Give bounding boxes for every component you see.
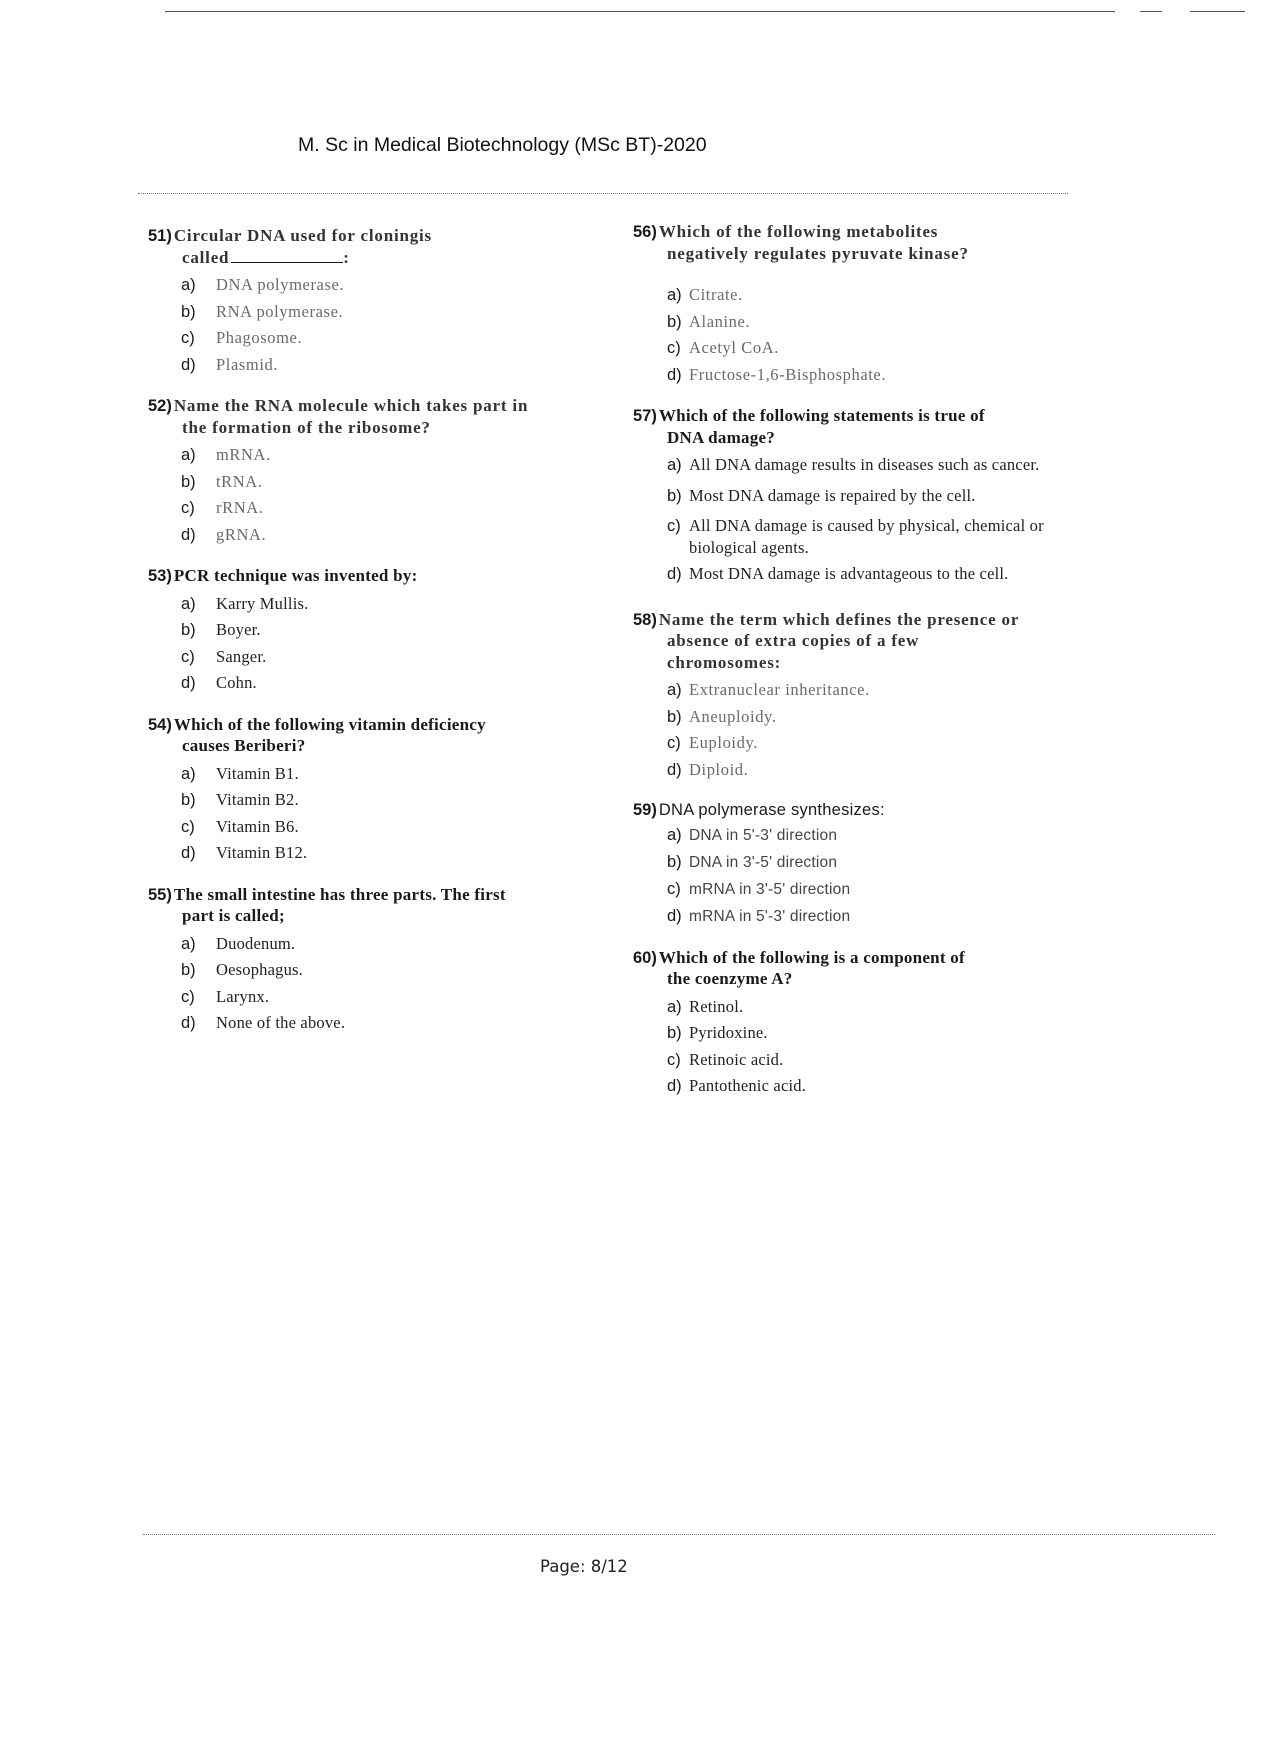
header-divider bbox=[138, 193, 1068, 194]
question-text-continued: called : bbox=[182, 247, 350, 267]
options-list bbox=[633, 282, 1103, 388]
question-number: 52) bbox=[148, 397, 172, 415]
option-b: b) Alanine. bbox=[667, 311, 751, 331]
question-number: 51) bbox=[148, 227, 172, 245]
options-list bbox=[633, 994, 1103, 1100]
top-scan-rule-segment bbox=[1140, 11, 1162, 12]
question-59 bbox=[633, 800, 1103, 930]
question-text-continued: the formation of the ribosome? bbox=[182, 417, 431, 437]
question-text-continued: negatively regulates pyruvate kinase? bbox=[667, 243, 969, 263]
question-55 bbox=[148, 884, 608, 1037]
question-text: Circular DNA used for cloningis bbox=[173, 226, 432, 245]
question-text: Which of the following metabolites bbox=[658, 222, 939, 241]
options-list bbox=[148, 931, 608, 1037]
right-column bbox=[633, 221, 1103, 1117]
option-b: b) Most DNA damage is repaired by the cell. bbox=[667, 485, 976, 505]
option-a: a) Duodenum. bbox=[181, 933, 296, 953]
question-text: Name the term which defines the presence or bbox=[658, 609, 1020, 629]
option-a: a) Citrate. bbox=[667, 285, 743, 304]
option-d: d) Most DNA damage is advantageous to the cell. bbox=[667, 564, 1009, 583]
option-c: c) Larynx. bbox=[181, 986, 270, 1006]
question-58 bbox=[633, 609, 1103, 784]
options-list bbox=[633, 452, 1103, 592]
option-c: c) rRNA. bbox=[181, 498, 264, 517]
option-b: b) RNA polymerase. bbox=[181, 301, 344, 321]
question-60 bbox=[633, 947, 1103, 1100]
option-d: d) Vitamin B12. bbox=[181, 843, 308, 862]
question-text: Which of the following statements is true of bbox=[658, 406, 985, 425]
option-a: a) Vitamin B1. bbox=[181, 763, 299, 783]
question-number: 54) bbox=[148, 715, 172, 734]
option-a: a) Extranuclear inheritance. bbox=[667, 680, 870, 699]
question-text-continued: the coenzyme A? bbox=[667, 969, 793, 988]
question-text-continued: part is called; bbox=[182, 906, 285, 925]
question-number: 59) bbox=[633, 801, 657, 819]
option-c: c) All DNA damage is caused by physical, chemical or biological agents. bbox=[667, 516, 1044, 557]
question-number: 57) bbox=[633, 407, 657, 425]
option-d: d) mRNA in 5'-3' direction bbox=[667, 906, 851, 925]
question-text: PCR technique was invented by: bbox=[173, 566, 418, 585]
question-number: 56) bbox=[633, 223, 657, 241]
option-b: b) Aneuploidy. bbox=[667, 706, 777, 726]
question-text: Which of the following is a component of bbox=[658, 947, 965, 967]
option-c: c) mRNA in 3'-5' direction bbox=[667, 879, 851, 898]
option-b: b) Vitamin B2. bbox=[181, 790, 299, 809]
option-d: d) Fructose-1,6-Bisphosphate. bbox=[667, 364, 887, 384]
left-column bbox=[148, 225, 608, 1054]
options-list bbox=[633, 677, 1103, 783]
option-b: b) Oesophagus. bbox=[181, 960, 303, 979]
option-a: a) DNA in 5'-3' direction bbox=[667, 825, 838, 844]
option-a: a) All DNA damage results in diseases such as cancer. bbox=[667, 455, 1040, 474]
question-text-continued: absence of extra copies of a few bbox=[667, 631, 920, 650]
option-a: a) DNA polymerase. bbox=[181, 275, 345, 294]
question-number: 60) bbox=[633, 948, 657, 967]
option-c: c) Retinoic acid. bbox=[667, 1049, 784, 1069]
question-text: DNA polymerase synthesizes: bbox=[658, 801, 885, 819]
options-list bbox=[148, 272, 608, 378]
option-a: a) Retinol. bbox=[667, 996, 744, 1016]
options-list bbox=[633, 822, 1103, 930]
option-c: c) Sanger. bbox=[181, 646, 267, 666]
question-text: Name the RNA molecule which takes part in bbox=[173, 396, 529, 415]
option-d: d) Cohn. bbox=[181, 673, 257, 692]
question-text-continued: chromosomes: bbox=[667, 652, 782, 672]
question-text: The small intestine has three parts. The first bbox=[173, 884, 506, 904]
footer-divider bbox=[143, 1534, 1215, 1535]
question-53 bbox=[148, 565, 608, 697]
option-c: c) Acetyl CoA. bbox=[667, 338, 780, 357]
question-56 bbox=[633, 221, 1103, 388]
question-52 bbox=[148, 395, 608, 548]
page-number: Page: 8/12 bbox=[540, 1557, 628, 1576]
option-c: c) Euploidy. bbox=[667, 733, 758, 752]
question-text-continued: DNA damage? bbox=[667, 427, 776, 447]
option-d: d) None of the above. bbox=[181, 1013, 346, 1032]
question-number: 53) bbox=[148, 567, 172, 585]
question-51 bbox=[148, 225, 608, 378]
option-b: b) tRNA. bbox=[181, 471, 263, 491]
option-b: b) Boyer. bbox=[181, 620, 261, 639]
option-d: d) gRNA. bbox=[181, 524, 267, 544]
question-text-continued: causes Beriberi? bbox=[182, 736, 306, 755]
option-d: d) Diploid. bbox=[667, 759, 749, 779]
question-54 bbox=[148, 714, 608, 867]
exam-title: M. Sc in Medical Biotechnology (MSc BT)-2020 bbox=[298, 134, 707, 156]
option-a: a) mRNA. bbox=[181, 445, 271, 464]
option-b: b) Pyridoxine. bbox=[667, 1023, 768, 1042]
question-text: Which of the following vitamin deficiency bbox=[173, 714, 486, 734]
option-d: d) Pantothenic acid. bbox=[667, 1076, 807, 1095]
option-c: c) Phagosome. bbox=[181, 328, 303, 347]
question-number: 58) bbox=[633, 610, 657, 629]
option-a: a) Karry Mullis. bbox=[181, 593, 309, 613]
option-b: b) DNA in 3'-5' direction bbox=[667, 852, 838, 871]
option-c: c) Vitamin B6. bbox=[181, 816, 299, 836]
options-list bbox=[148, 761, 608, 867]
answer-blank bbox=[231, 250, 343, 263]
options-list bbox=[148, 442, 608, 548]
option-d: d) Plasmid. bbox=[181, 354, 279, 374]
top-scan-rule-segment bbox=[1190, 11, 1245, 12]
question-57 bbox=[633, 405, 1103, 592]
question-number: 55) bbox=[148, 885, 172, 904]
options-list bbox=[148, 591, 608, 697]
top-scan-rule bbox=[165, 11, 1115, 12]
